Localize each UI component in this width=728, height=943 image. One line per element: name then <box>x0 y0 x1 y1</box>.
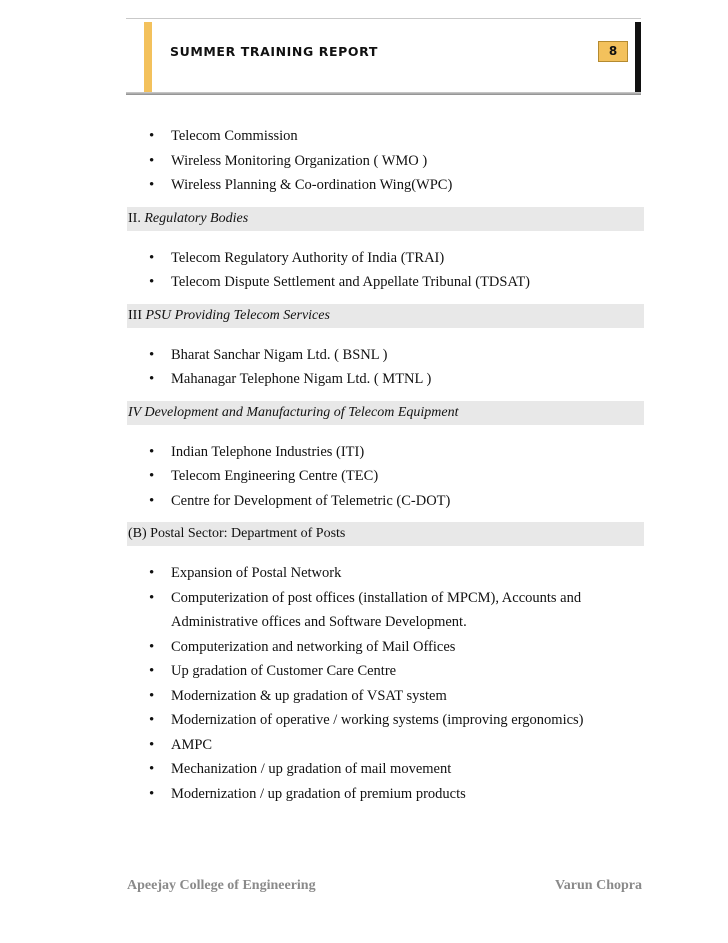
list-item: • Telecom Dispute Settlement and Appellate Tribunal (TDSAT) <box>127 270 644 295</box>
list-item: • Wireless Monitoring Organization ( WMO ) <box>127 149 644 174</box>
header-bottom-border <box>126 92 641 95</box>
list-item: • Up gradation of Customer Care Centre <box>127 659 644 684</box>
list-item: • AMPC <box>127 733 644 758</box>
section-prefix: III <box>128 307 146 323</box>
list-item: • Mechanization / up gradation of mail movement <box>127 757 644 782</box>
section-heading-regulatory-bodies <box>127 207 644 231</box>
section-prefix: (B) Postal Sector: Department of Posts <box>128 526 346 541</box>
list-item: • Telecom Commission <box>127 124 644 149</box>
psu-list <box>127 343 644 392</box>
section-prefix: II. <box>128 210 145 226</box>
list-item: • Wireless Planning & Co-ordination Wing(WPC) <box>127 173 644 198</box>
list-item: • Telecom Engineering Centre (TEC) <box>127 464 644 489</box>
list-item: • Centre for Development of Telemetric (C-DOT) <box>127 489 644 514</box>
intro-list <box>127 124 644 198</box>
page-content <box>127 124 644 806</box>
section-heading-postal <box>127 522 644 546</box>
page-footer <box>127 878 642 894</box>
header-accent-bar <box>144 22 152 92</box>
header-right-border <box>635 22 641 94</box>
list-item: • Bharat Sanchar Nigam Ltd. ( BSNL ) <box>127 343 644 368</box>
postal-list <box>127 561 644 806</box>
section-heading-psu <box>127 304 644 328</box>
page-number-badge: 8 <box>598 41 628 62</box>
footer-college: Apeejay College of Engineering <box>127 878 316 893</box>
list-item: • Mahanagar Telephone Nigam Ltd. ( MTNL ) <box>127 367 644 392</box>
footer-author: Varun Chopra <box>554 878 642 893</box>
list-item: • Computerization and networking of Mail Offices <box>127 635 644 660</box>
list-item: • Indian Telephone Industries (ITI) <box>127 440 644 465</box>
list-item: • Computerization of post offices (installation of MPCM), Accounts and Administrative offices and Software Development. <box>127 586 644 635</box>
development-list <box>127 440 644 514</box>
list-item: • Modernization & up gradation of VSAT system <box>127 684 644 709</box>
report-title: SUMMER TRAINING REPORT <box>170 44 378 59</box>
section-title: IV Development and Manufacturing of Telecom Equipment <box>128 404 459 420</box>
list-item: • Modernization of operative / working systems (improving ergonomics) <box>127 708 644 733</box>
header-top-line <box>126 18 641 19</box>
page-header <box>126 18 641 94</box>
list-item: • Expansion of Postal Network <box>127 561 644 586</box>
section-heading-development <box>127 401 644 425</box>
list-item: • Modernization / up gradation of premium products <box>127 782 644 807</box>
section-title: Regulatory Bodies <box>144 210 249 226</box>
list-item: • Telecom Regulatory Authority of India (TRAI) <box>127 246 644 271</box>
section-title: PSU Providing Telecom Services <box>145 307 330 323</box>
regulatory-bodies-list <box>127 246 644 295</box>
